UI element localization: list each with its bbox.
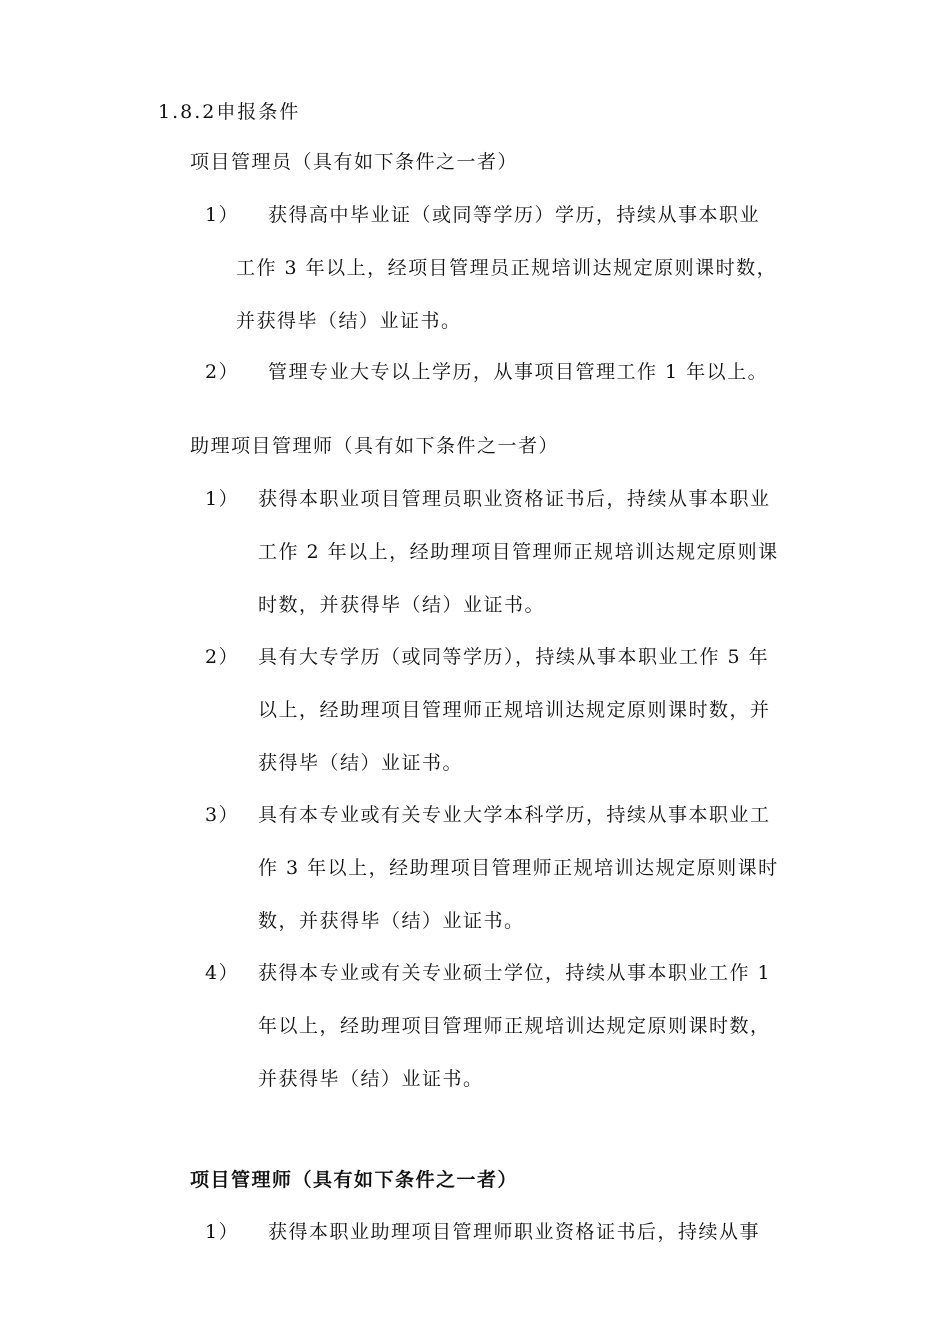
item-text-line: 具有本专业或有关专业大学本科学历，持续从事本职业工 (258, 804, 771, 826)
item-number: 3） (205, 804, 240, 826)
item-text-line: 管理专业大专以上学历，从事项目管理工作 1 年以上。 (268, 361, 769, 383)
item-number: 4） (205, 962, 240, 984)
item-number: 1） (205, 488, 240, 510)
item-text-line: 具有大专学历（或同等学历），持续从事本职业工作 5 年 (258, 646, 770, 668)
item-text-line: 年以上，经助理项目管理师正规培训达规定原则课时数， (258, 1015, 771, 1037)
item-text-line: 以上，经助理项目管理师正规培训达规定原则课时数，并 (258, 699, 771, 721)
item-text-line: 作 3 年以上，经助理项目管理师正规培训达规定原则课时 (258, 857, 779, 879)
item-text-line: 并获得毕（结）业证书。 (236, 310, 462, 332)
item-text-line: 工作 2 年以上，经助理项目管理师正规培训达规定原则课 (258, 541, 779, 563)
section-heading: 1.8.2申报条件 (158, 101, 301, 123)
item-text-line: 获得高中毕业证（或同等学历）学历，持续从事本职业 (268, 204, 761, 226)
item-text-line: 工作 3 年以上，经项目管理员正规培训达规定原则课时数， (236, 257, 778, 279)
group-title-project-manager: 项目管理师（具有如下条件之一者） (190, 1169, 519, 1191)
item-text-line: 获得本职业助理项目管理师职业资格证书后，持续从事 (268, 1221, 761, 1243)
item-number: 2） (205, 646, 240, 668)
item-number: 2） (205, 361, 240, 383)
item-text-line: 获得本专业或有关专业硕士学位，持续从事本职业工作 1 (258, 962, 772, 984)
item-text-line: 时数，并获得毕（结）业证书。 (258, 594, 546, 616)
item-number: 1） (205, 1221, 240, 1243)
item-text-line: 数，并获得毕（结）业证书。 (258, 910, 525, 932)
item-number: 1） (205, 204, 240, 226)
group-title-project-administrator: 项目管理员（具有如下条件之一者） (190, 151, 519, 173)
item-text-line: 获得本职业项目管理员职业资格证书后，持续从事本职业 (258, 488, 771, 510)
group-title-assistant-project-manager: 助理项目管理师（具有如下条件之一者） (190, 435, 560, 457)
item-text-line: 并获得毕（结）业证书。 (258, 1068, 484, 1090)
item-text-line: 获得毕（结）业证书。 (258, 752, 464, 774)
